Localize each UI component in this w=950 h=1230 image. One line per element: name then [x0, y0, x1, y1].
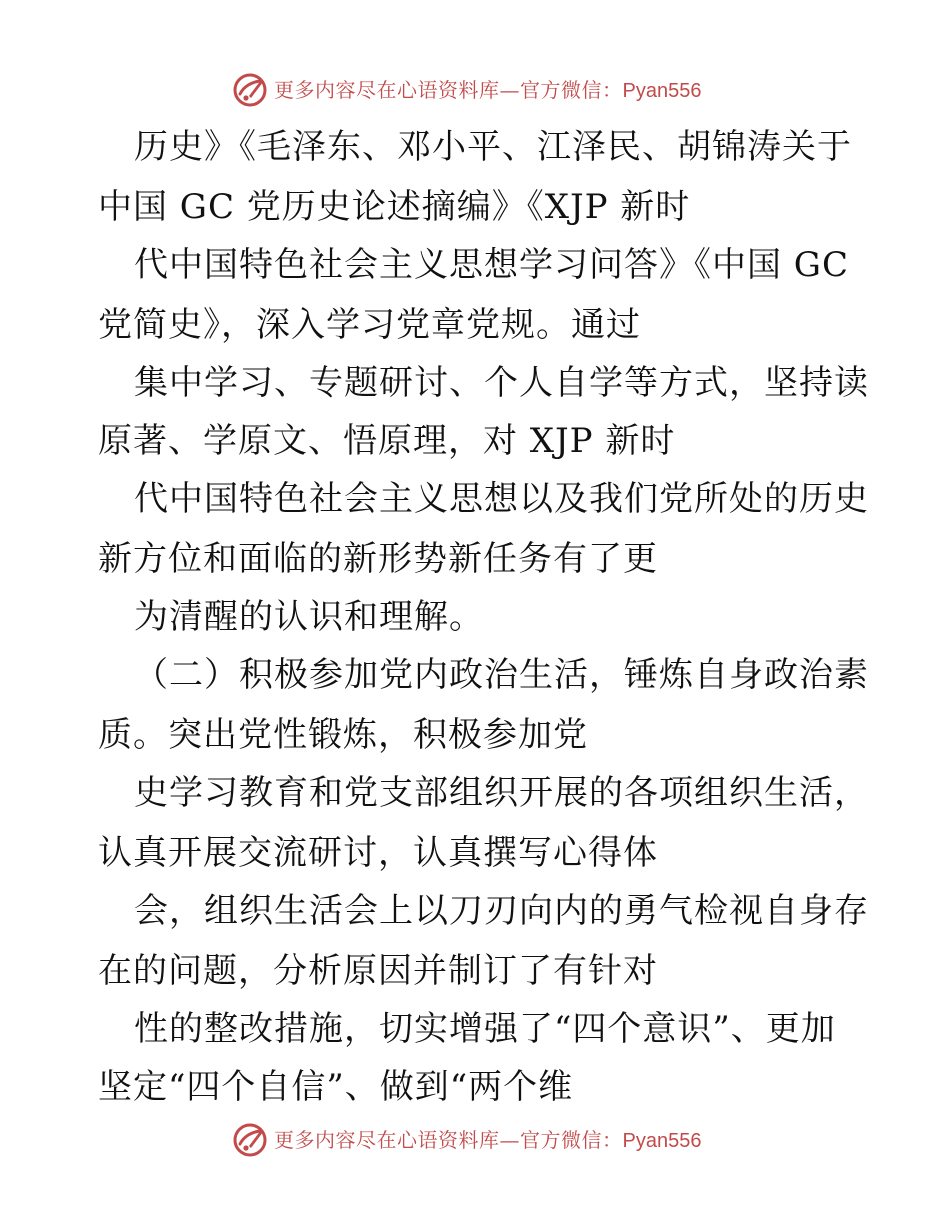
body-line-7: 代中国特色社会主义思想以及我们党所处的历史	[134, 479, 869, 519]
body-line-9: 为清醒的认识和理解。	[134, 597, 484, 637]
footer-brand-text: Pyan556	[622, 1129, 702, 1152]
footer-lead-text: 更多内容尽在心语资料库	[274, 1127, 500, 1152]
footer-banner	[232, 1120, 752, 1160]
body-line-6: 原著、学原文、悟原理，对 XJP 新时	[98, 421, 676, 461]
body-line-13: 认真开展交流研讨，认真撰写心得体	[98, 833, 658, 873]
header-banner-text	[274, 77, 702, 102]
body-line-15: 在的问题，分析原因并制订了有针对	[98, 951, 658, 991]
header-banner	[232, 70, 752, 110]
header-brand-text: Pyan556	[622, 79, 702, 102]
footer-banner-text	[274, 1127, 702, 1152]
body-line-4: 党简史》，深入学习党章党规。通过	[98, 305, 641, 345]
body-line-17: 坚定“四个自信”、做到“两个维	[98, 1067, 574, 1107]
body-line-12: 史学习教育和党支部组织开展的各项组织生活，	[134, 773, 869, 813]
body-line-14: 会，组织生活会上以刀刃向内的勇气检视自身存	[134, 891, 869, 931]
header-lead-text: 更多内容尽在心语资料库	[274, 77, 500, 102]
body-line-3: 代中国特色社会主义思想学习问答》《中国 GC	[134, 245, 849, 285]
body-line-16: 性的整改措施，切实增强了“四个意识”、更加	[134, 1009, 836, 1049]
footer-mid-text: —官方微信：	[499, 1127, 623, 1152]
body-line-1: 历史》《毛泽东、邓小平、江泽民、胡锦涛关于	[134, 127, 852, 167]
pen-swirl-logo-icon	[232, 1122, 268, 1158]
header-mid-text: —官方微信：	[499, 77, 623, 102]
body-line-5: 集中学习、专题研讨、个人自学等方式，坚持读	[134, 363, 869, 403]
body-line-2: 中国 GC 党历史论述摘编》《XJP 新时	[98, 187, 691, 227]
body-line-10: （二）积极参加党内政治生活，锤炼自身政治素	[134, 655, 869, 695]
body-line-8: 新方位和面临的新形势新任务有了更	[98, 539, 658, 579]
body-line-11: 质。突出党性锻炼，积极参加党	[98, 715, 588, 755]
pen-swirl-logo-icon	[232, 72, 268, 108]
